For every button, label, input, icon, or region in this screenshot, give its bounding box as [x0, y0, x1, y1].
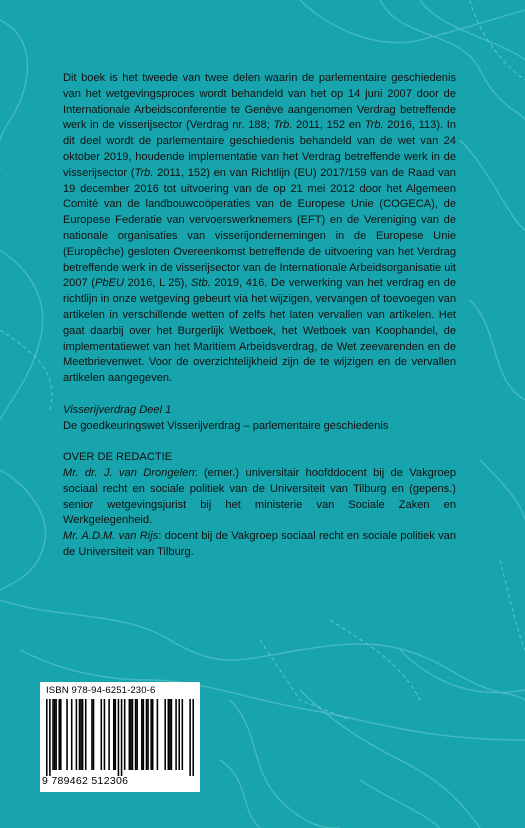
citation-abbrev: Stb.	[191, 277, 211, 290]
barcode-bar	[46, 699, 48, 776]
barcode-bar	[80, 699, 82, 770]
barcode-bar	[182, 699, 184, 770]
isbn-barcode	[40, 682, 200, 792]
barcode-bar	[124, 699, 126, 770]
barcode-bar	[136, 699, 138, 770]
barcode-bar	[164, 699, 166, 770]
series-title: Visserijverdrag Deel 1	[63, 403, 172, 416]
barcode-bar	[168, 699, 170, 770]
about-editors-heading: OVER DE REDACTIE	[63, 451, 173, 464]
barcode-bar	[147, 699, 149, 770]
barcode-bar	[60, 699, 62, 770]
barcode-bar	[76, 699, 78, 770]
barcode-bar	[54, 699, 56, 770]
barcode-bar	[143, 699, 145, 770]
barcode-bar	[146, 699, 148, 770]
barcode-bar	[79, 699, 81, 770]
barcode-bar	[132, 699, 134, 770]
citation-abbrev: Trb.	[273, 119, 293, 132]
barcode-bar	[141, 699, 143, 770]
editor-1-name: Mr. dr. J. van Drongelen	[63, 466, 195, 479]
barcode-bar	[121, 699, 123, 776]
barcode-bar	[130, 699, 132, 770]
barcode-bar	[192, 699, 194, 776]
barcode-bar	[58, 699, 60, 770]
barcode-bar	[135, 699, 137, 770]
barcode-bar	[189, 699, 191, 776]
description-text: 2011, 152) en van Richtlijn (EU) 2017/159 van de Raad van 19 december 2016 tot uitvoering van de op 21 mei 2012 door het Algemeen Comité van de landbouwcoöperaties van de Europese Unie (COGECA), de Europese Federatie van vervoerswerknemers (EFT) en de Vereniging van de nationale organisaties van visserijondernemingen in de Europese Unie (Europêche) gesloten Overeenkomst betreffende de uitvoering van het Verdrag betreffende werk in de visserijsector van de Internationale Arbeidsorganisatie uit 2007 (	[63, 166, 456, 290]
barcode-bar	[169, 699, 171, 770]
editor-2-description: : docent bij de Vakgroep sociaal recht en sociale politiek van de Universiteit van Tilburg.	[63, 530, 456, 558]
citation-abbrev: Trb.	[364, 119, 384, 132]
barcode-bar	[85, 699, 87, 770]
barcode-bar	[113, 699, 115, 770]
barcode-bar	[49, 699, 51, 776]
barcode-bar	[157, 699, 159, 770]
barcode-bars	[46, 699, 194, 776]
barcode-bar	[108, 699, 110, 770]
barcode-bar	[101, 699, 103, 770]
barcode-bar	[82, 699, 84, 770]
description-text: 2019, 416. De verwerking van het verdrag en de richtlijn in onze wetgeving gebeurt via het wijzigen, vervangen of toevoegen van artikelen in verschillende wetten of zelfs het laten vervallen van artikelen. Het gaat daarbij over het Burgerlijk Wetboek, het Wetboek van Koophandel, de implementatiewet van het Maritiem Arbeidsverdrag, de Wet zeevarenden en de Meetbrievenwet. Voor de overzichtelijkheid zijn de te wijzigen en de vervallen artikelen aangegeven.	[63, 277, 456, 385]
barcode-bar	[129, 699, 131, 770]
barcode-bar	[71, 699, 73, 770]
barcode-bar	[178, 699, 180, 770]
description-text: Dit boek is het tweede van twee delen waarin de parlementaire geschiedenis van het wetgevingsproces wordt behandeld van het op 14 juni 2007 door de Internationale Arbeidsconferentie te Genève aangenomen Verdrag betreffende werk in de visserijsector (Verdrag nr. 188;	[63, 72, 456, 132]
citation-abbrev: PbEU	[94, 277, 124, 290]
editor-1-bio	[63, 466, 456, 529]
editor-2-name: Mr. A.D.M. van Rijs	[63, 530, 159, 543]
book-description	[63, 71, 456, 387]
editor-1-description: : (emer.) universitair hoofddocent bij de Vakgroep sociaal recht en sociale politiek van de Universiteit van Tilburg en (gepens.) senior wetgevingsjurist bij het ministerie van Sociale Zaken en Werkgelegenheid.	[63, 466, 456, 527]
description-text: 2016, 113). In dit deel wordt de parlementaire geschiedenis behandeld van de wet van 24 oktober 2019, houdende implementatie van het Verdrag betreffende werk in de visserijsector (	[63, 119, 456, 179]
back-cover-text	[63, 71, 456, 561]
barcode-bar	[175, 699, 177, 770]
barcode-bar	[150, 699, 152, 770]
citation-abbrev: Trb.	[134, 166, 154, 179]
barcode-bar	[66, 699, 68, 770]
barcode-bar	[118, 699, 120, 776]
barcode-bar	[52, 699, 54, 770]
barcode-bar	[93, 699, 95, 770]
barcode-bar	[152, 699, 154, 770]
series-subtitle: De goedkeuringswet Visserijverdrag – parlementaire geschiedenis	[63, 419, 389, 432]
description-text: 2011, 152 en	[292, 119, 365, 132]
barcode-bar	[91, 699, 93, 770]
editor-2-bio	[63, 529, 456, 561]
barcode-bar	[55, 699, 57, 770]
description-text: 2016, L 25),	[123, 277, 192, 290]
barcode-bar	[104, 699, 106, 770]
barcode-digits: 9 789462 512306	[42, 775, 129, 787]
isbn-label: ISBN 978-94-6251-230-6	[46, 685, 156, 696]
barcode-bar	[171, 699, 173, 770]
barcode-bar	[115, 699, 117, 770]
